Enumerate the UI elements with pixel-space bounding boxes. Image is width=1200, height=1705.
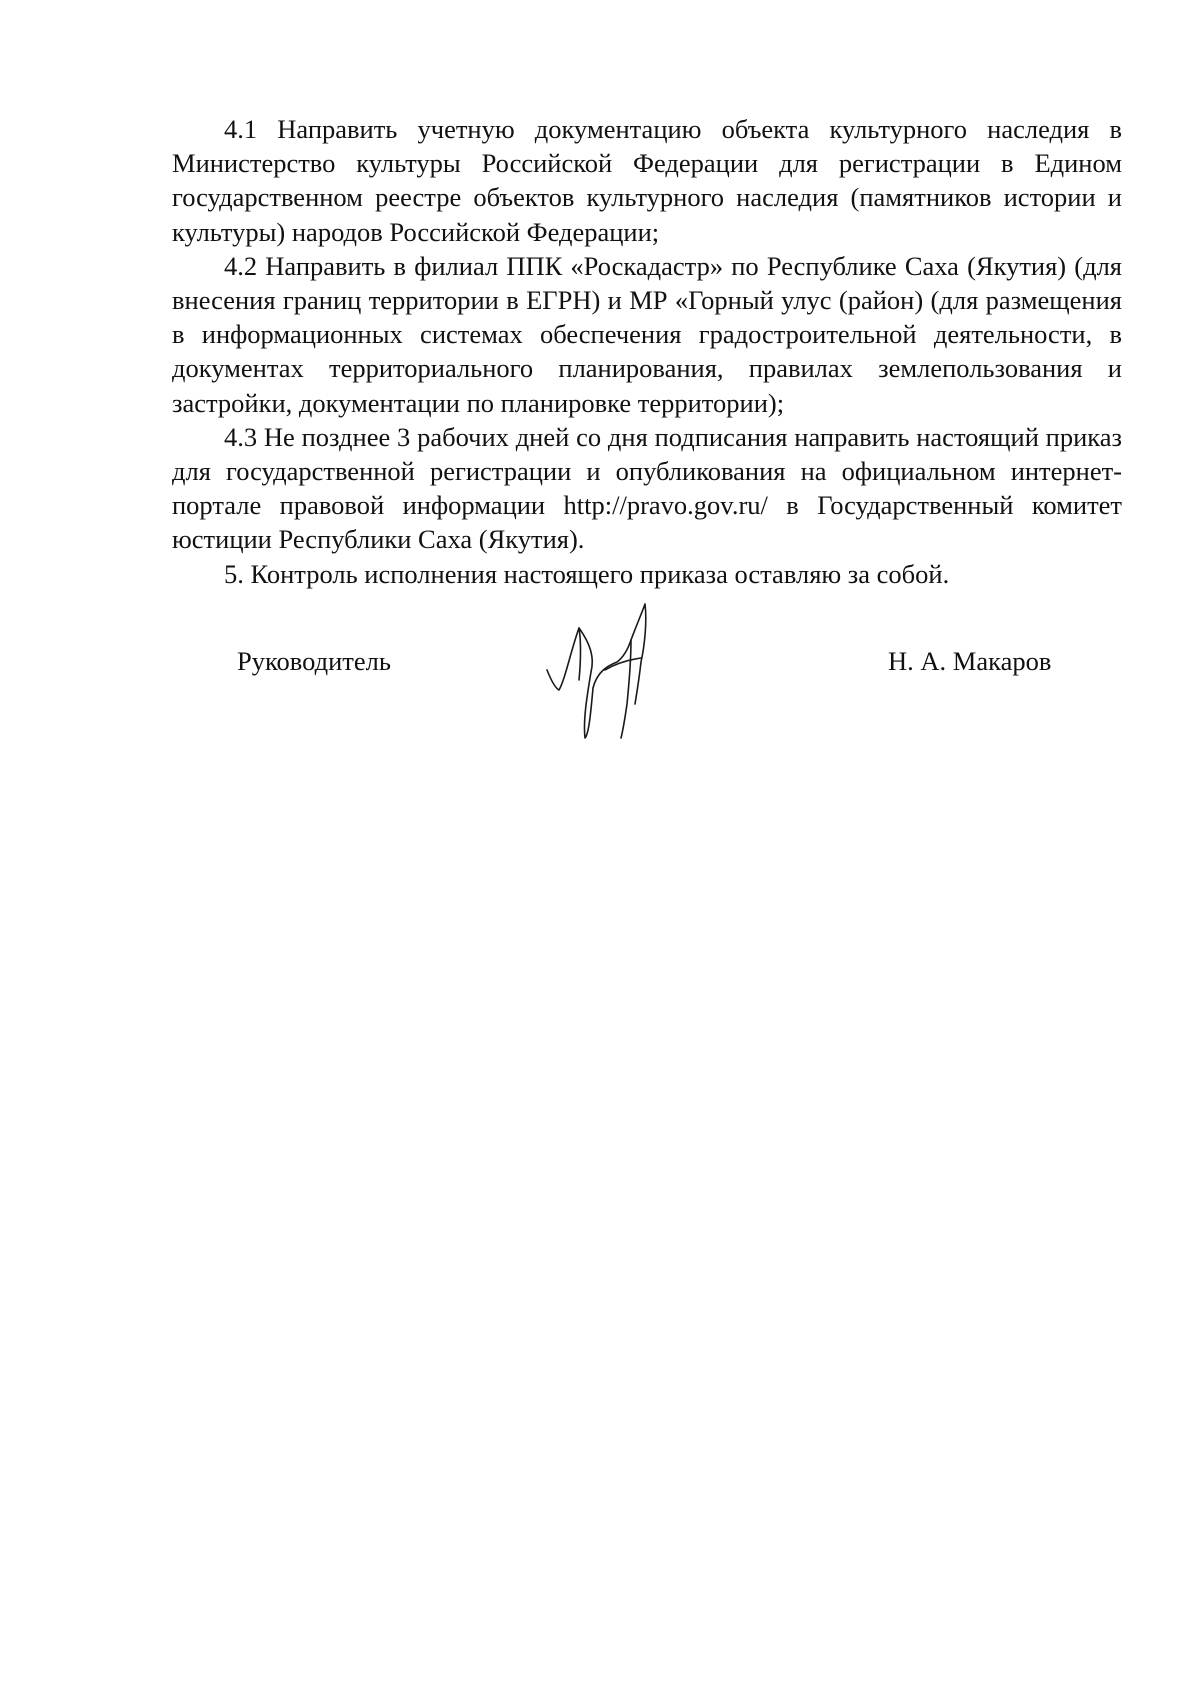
paragraph-4-2: 4.2 Направить в филиал ППК «Роскадастр» по Республике Саха (Якутия) (для внесения границ территории в ЕГРН) и МР «Горный улус (район) (для размещения в информационных системах обеспечения градостроительной деятельности, в документах территориального планирования, правилах землепользования и застройки, документации по планировке территории); xyxy=(172,250,1122,418)
paragraph-4-3: 4.3 Не позднее 3 рабочих дней со дня подписания направить настоящий приказ для государственной регистрации и опубликования на официальном интернет-портале правовой информации http://pravo.gov.ru/ в Государственный комитет юстиции Республики Саха (Якутия). xyxy=(172,421,1122,555)
signatory-name: Н. А. Макаров xyxy=(888,646,1052,676)
handwritten-signature xyxy=(545,600,680,750)
paragraph-5: 5. Контроль исполнения настоящего приказа оставляю за собой. xyxy=(224,558,950,589)
signature-block xyxy=(0,600,1200,760)
paragraph-4-1: 4.1 Направить учетную документацию объекта культурного наследия в Министерство культуры Российской Федерации для регистрации в Едином государственном реестре объектов культурного наследия (памятников истории и культуры) народов Российской Федерации; xyxy=(172,114,1122,247)
signatory-title: Руководитель xyxy=(237,646,391,676)
document-body xyxy=(172,112,1122,591)
